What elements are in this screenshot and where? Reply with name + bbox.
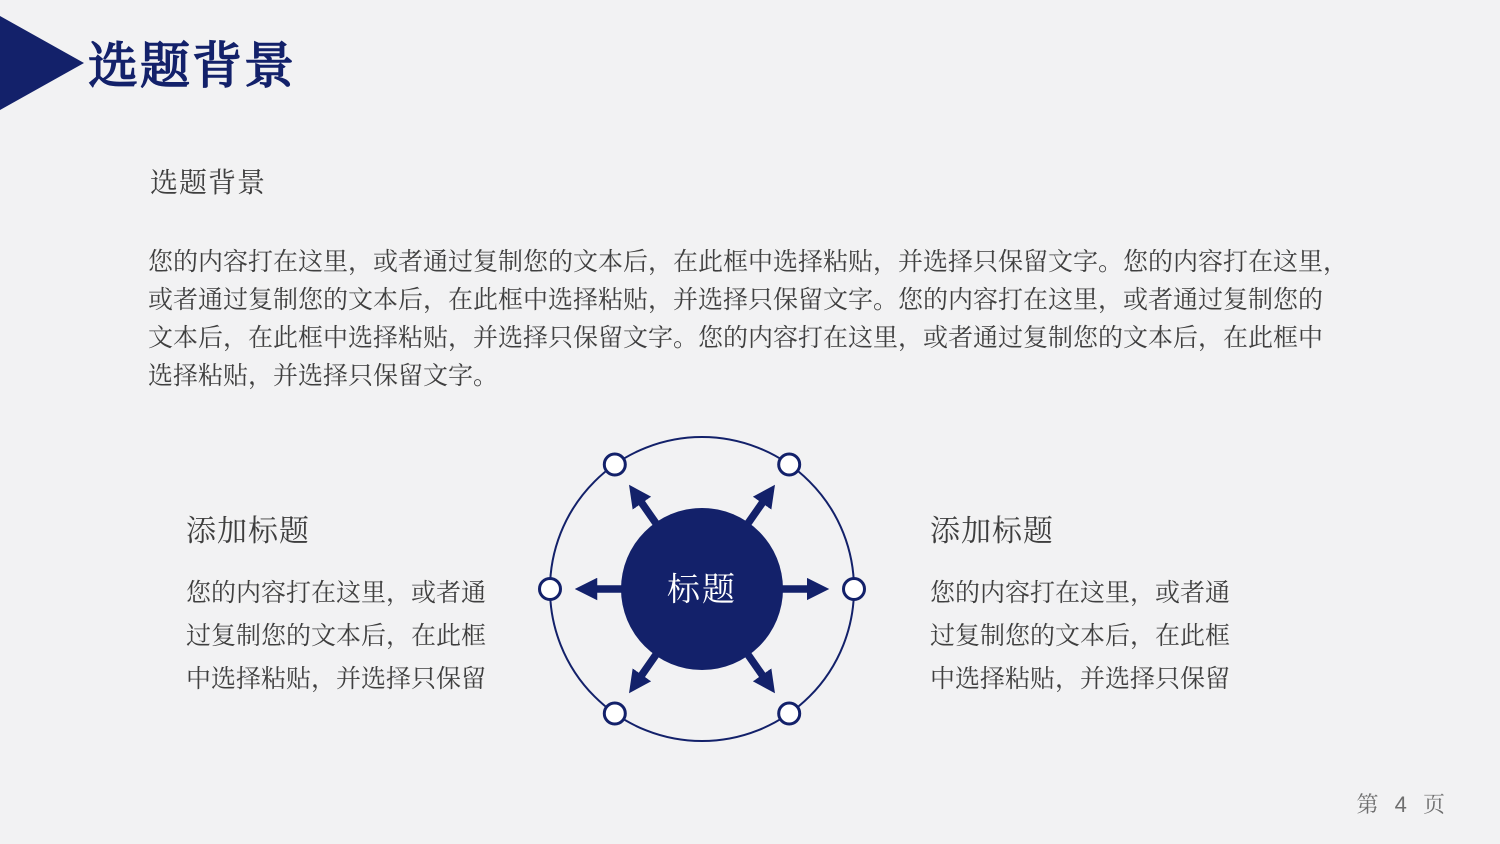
page-number: 第 4 页 — [1356, 792, 1450, 817]
block-body-line: 您的内容打在这里，或者通 — [186, 579, 487, 607]
paragraph-line: 选择粘贴，并选择只保留文字。 — [148, 362, 499, 390]
ring-node-top-left — [604, 454, 625, 475]
block-body-line: 过复制您的文本后，在此框 — [930, 622, 1231, 650]
paragraph-line: 文本后，在此框中选择粘贴，并选择只保留文字。您的内容打在这里，或者通过复制您的文本后，在此框中 — [148, 324, 1324, 352]
block-body-line: 您的内容打在这里，或者通 — [930, 579, 1231, 607]
right-text-block — [930, 511, 1270, 701]
ring-node-left — [540, 579, 561, 600]
block-body — [186, 572, 526, 701]
body-paragraph — [148, 243, 1408, 395]
block-heading: 添加标题 — [930, 515, 1054, 548]
center-label: 标题 — [667, 570, 737, 608]
block-body-line: 中选择粘贴，并选择只保留 — [930, 665, 1231, 693]
title-arrow-icon — [0, 16, 84, 110]
section-subtitle: 选题背景 — [150, 167, 267, 198]
left-text-block — [186, 511, 526, 701]
block-body-line: 中选择粘贴，并选择只保留 — [186, 665, 487, 693]
ring-node-top-right — [779, 454, 800, 475]
paragraph-line: 您的内容打在这里，或者通过复制您的文本后，在此框中选择粘贴，并选择只保留文字。您的内容打在这里， — [148, 248, 1349, 276]
block-body — [930, 572, 1270, 701]
radial-hub-diagram — [537, 423, 867, 753]
ring-node-bottom-left — [604, 703, 625, 724]
block-heading: 添加标题 — [186, 515, 310, 548]
ring-node-bottom-right — [779, 703, 800, 724]
paragraph-line: 或者通过复制您的文本后，在此框中选择粘贴，并选择只保留文字。您的内容打在这里，或者通过复制您的 — [148, 286, 1324, 314]
block-body-line: 过复制您的文本后，在此框 — [186, 622, 487, 650]
slide-title: 选题背景 — [88, 38, 296, 94]
ring-node-right — [844, 579, 865, 600]
